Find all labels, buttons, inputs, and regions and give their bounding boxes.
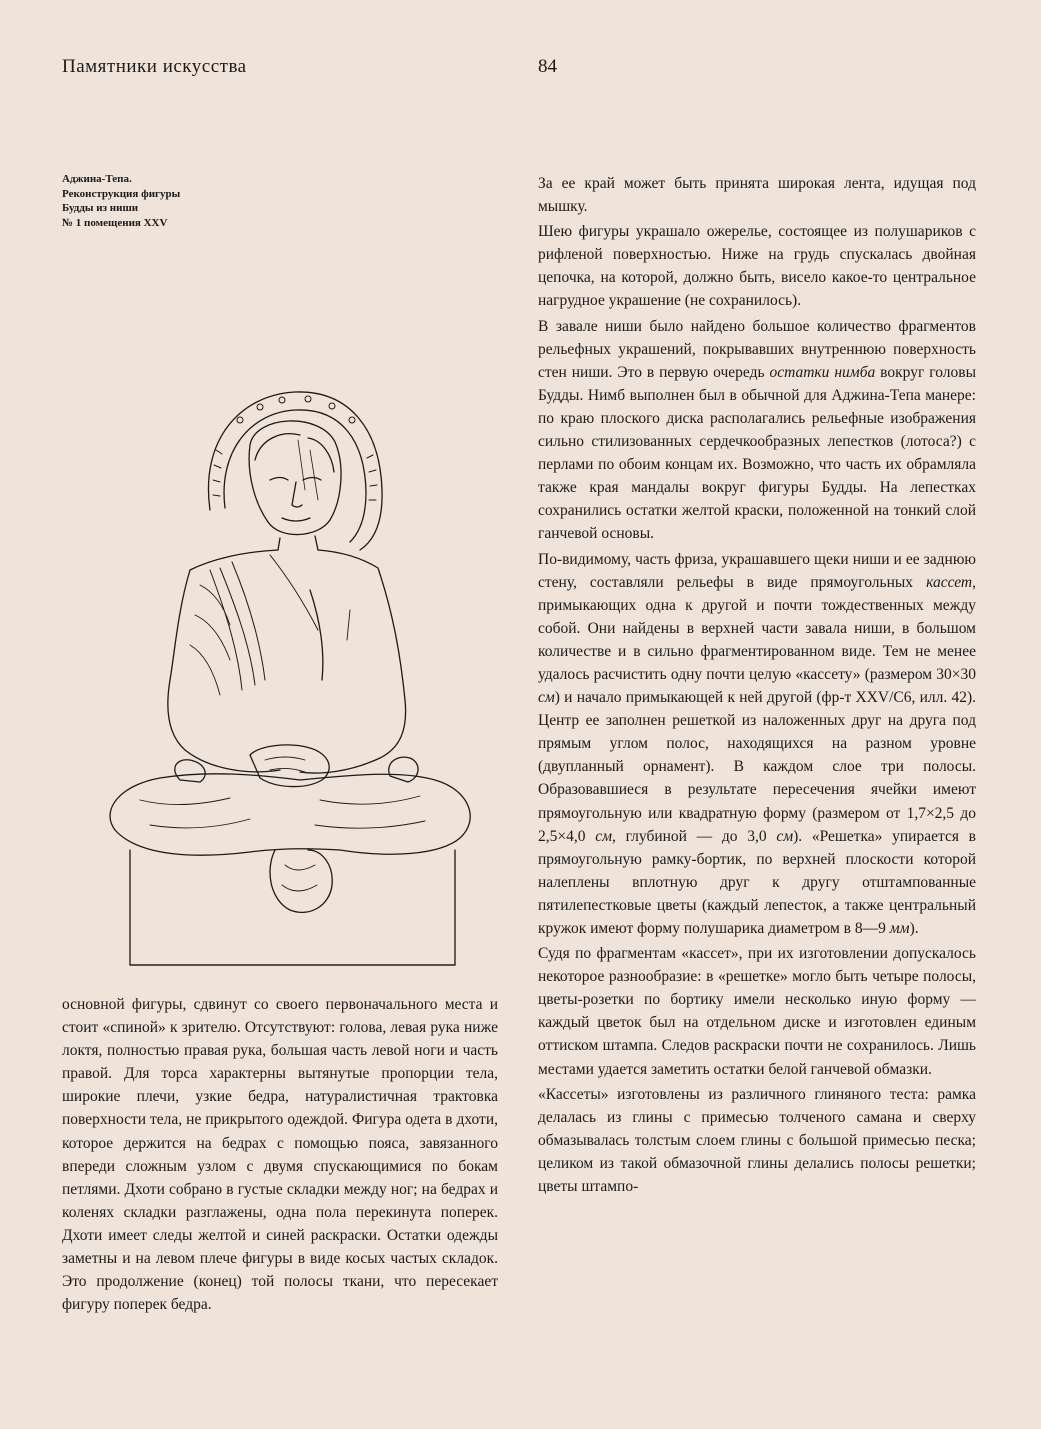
unit: см [776, 827, 794, 845]
paragraph [538, 548, 976, 941]
paragraph: основной фигуры, сдвинут со своего первоначального места и стоит «спиной» к зрителю. Отсутствуют: голова, левая рука ниже локтя, полностью правая рука, большая часть левой ноги и часть правой. Для торса характерны вытянутые пропорции тела, широкие плечи, узкие бедра, натуралистичная трактовка поверхности тела, не прикрытого одеждой. Фигура одета в дхоти, которое держится на бедрах с помощью пояса, завязанного впереди сложным узлом с двумя спускающимися по бокам петлями. Дхоти собрано в густые складки между ног; на бедрах и коленях складки разглажены, одна пола перекинута поперек. Дхоти имеет следы желтой и синей раскраски. Остатки одежды заметны и на левом плече фигуры в виде косых частых складок. Это продолжение (конец) той полосы ткани, что пересекает фигуру поперек бедра. [62, 996, 498, 1314]
text-run: По-видимому, часть фриза, украшавшего щеки ниши и ее заднюю стену, составляли рельефы в виде прямоугольных [538, 550, 976, 591]
page-number: 84 [538, 56, 557, 77]
unit: см [538, 689, 555, 707]
paragraph: Судя по фрагментам «кассет», при их изготовлении допускалось некоторое разнообразие: в «решетке» могло быть четыре полосы, цветы-розетки по бортику имели несколько иную форму — каждый цветок был на отдельном диске и изготовлен единым оттиском штампа. Следов раскраски почти не сохранилось. Лишь местами удается заметить остатки белой ганчевой обмазки. [538, 945, 976, 1078]
caption-line: Аджина-Тепа. [62, 173, 132, 185]
caption-line: Будды из ниши [62, 202, 139, 214]
figure-caption [62, 172, 262, 230]
text-run: , примыкающих одна к другой и почти тождественных между собой. Они найдены в верхней части завала ниши, в большом количестве и в сильно фрагментированном виде. Тем не менее удалось расчистить одну почти целую «кассету» (размером 30×30 [538, 573, 976, 683]
text-run: ). [909, 920, 919, 937]
caption-line: № 1 помещения XXV [62, 216, 168, 229]
italic-term: кассет [926, 573, 973, 591]
text-run: ) и начало примыкающей к ней другой (фр-т XXV/С6, илл. 42). Центр ее заполнен решеткой из наложенных друг на друга под прямым углом полос, находящихся на разном уровне (двупланный орнамент). В каждом слое три полосы. Образовавшиеся в результате пересечения ячейки имеют прямоугольную или квадратную форму (размером от 1,7×2,5 до 2,5×4,0 [538, 689, 976, 845]
running-title: Памятники искусства [62, 56, 247, 77]
text-run: , глубиной — до 3,0 [612, 827, 777, 845]
left-text-column [62, 993, 498, 1318]
paragraph [538, 315, 976, 546]
paragraph: «Кассеты» изготовлены из различного глиняного теста: рамка делалась из глины с примесью толченого самана и сверху обмазывалась толстым слоем глины с большой примесью песка; целиком из такой обмазочной глины делались полосы решетки; цветы штампо- [538, 1085, 976, 1196]
unit: мм [889, 920, 910, 937]
text-run: ). «Решетка» упирается в прямоугольную рамку-бортик, по верхней плоскости которой налеплены вплотную друг к другу отштампованные пятилепестковые цветы (каждый лепесток, а также центральный кружок имеют форму полушарика диаметром в 8—9 [538, 827, 976, 937]
buddha-figure-drawing [60, 380, 490, 970]
paragraph: Шею фигуры украшало ожерелье, состоящее из полушариков с рифленой поверхностью. Ниже на грудь спускалась двойная цепочка, на которой, должно быть, висело какое-то центральное нагрудное украшение (не сохранилось). [538, 223, 976, 310]
unit: см [595, 827, 612, 845]
caption-line: Реконструкция фигуры [62, 187, 181, 200]
paragraph: За ее край может быть принята широкая лента, идущая под мышку. [538, 175, 976, 216]
text-run: вокруг головы Будды. Нимб выполнен был в обычной для Аджина-Тепа манере: по краю плоского диска располагались рельефные изображения сильно стилизованных сердечкообразных лепестков (лотоса?) с перлами по обоим концам их. Возможно, что часть их обрамляла также края мандалы вокруг фигуры Будды. На лепестках сохранились остатки желтой краски, положенной на тонкий слой ганчевой основы. [538, 363, 977, 543]
right-text-column [538, 172, 976, 1200]
italic-term: остатки нимба [769, 363, 876, 381]
text-run: В завале ниши было найдено большое количество фрагментов рельефных украшений, покрывавших внутреннюю поверхность стен ниши. Это в первую очередь [538, 317, 976, 381]
